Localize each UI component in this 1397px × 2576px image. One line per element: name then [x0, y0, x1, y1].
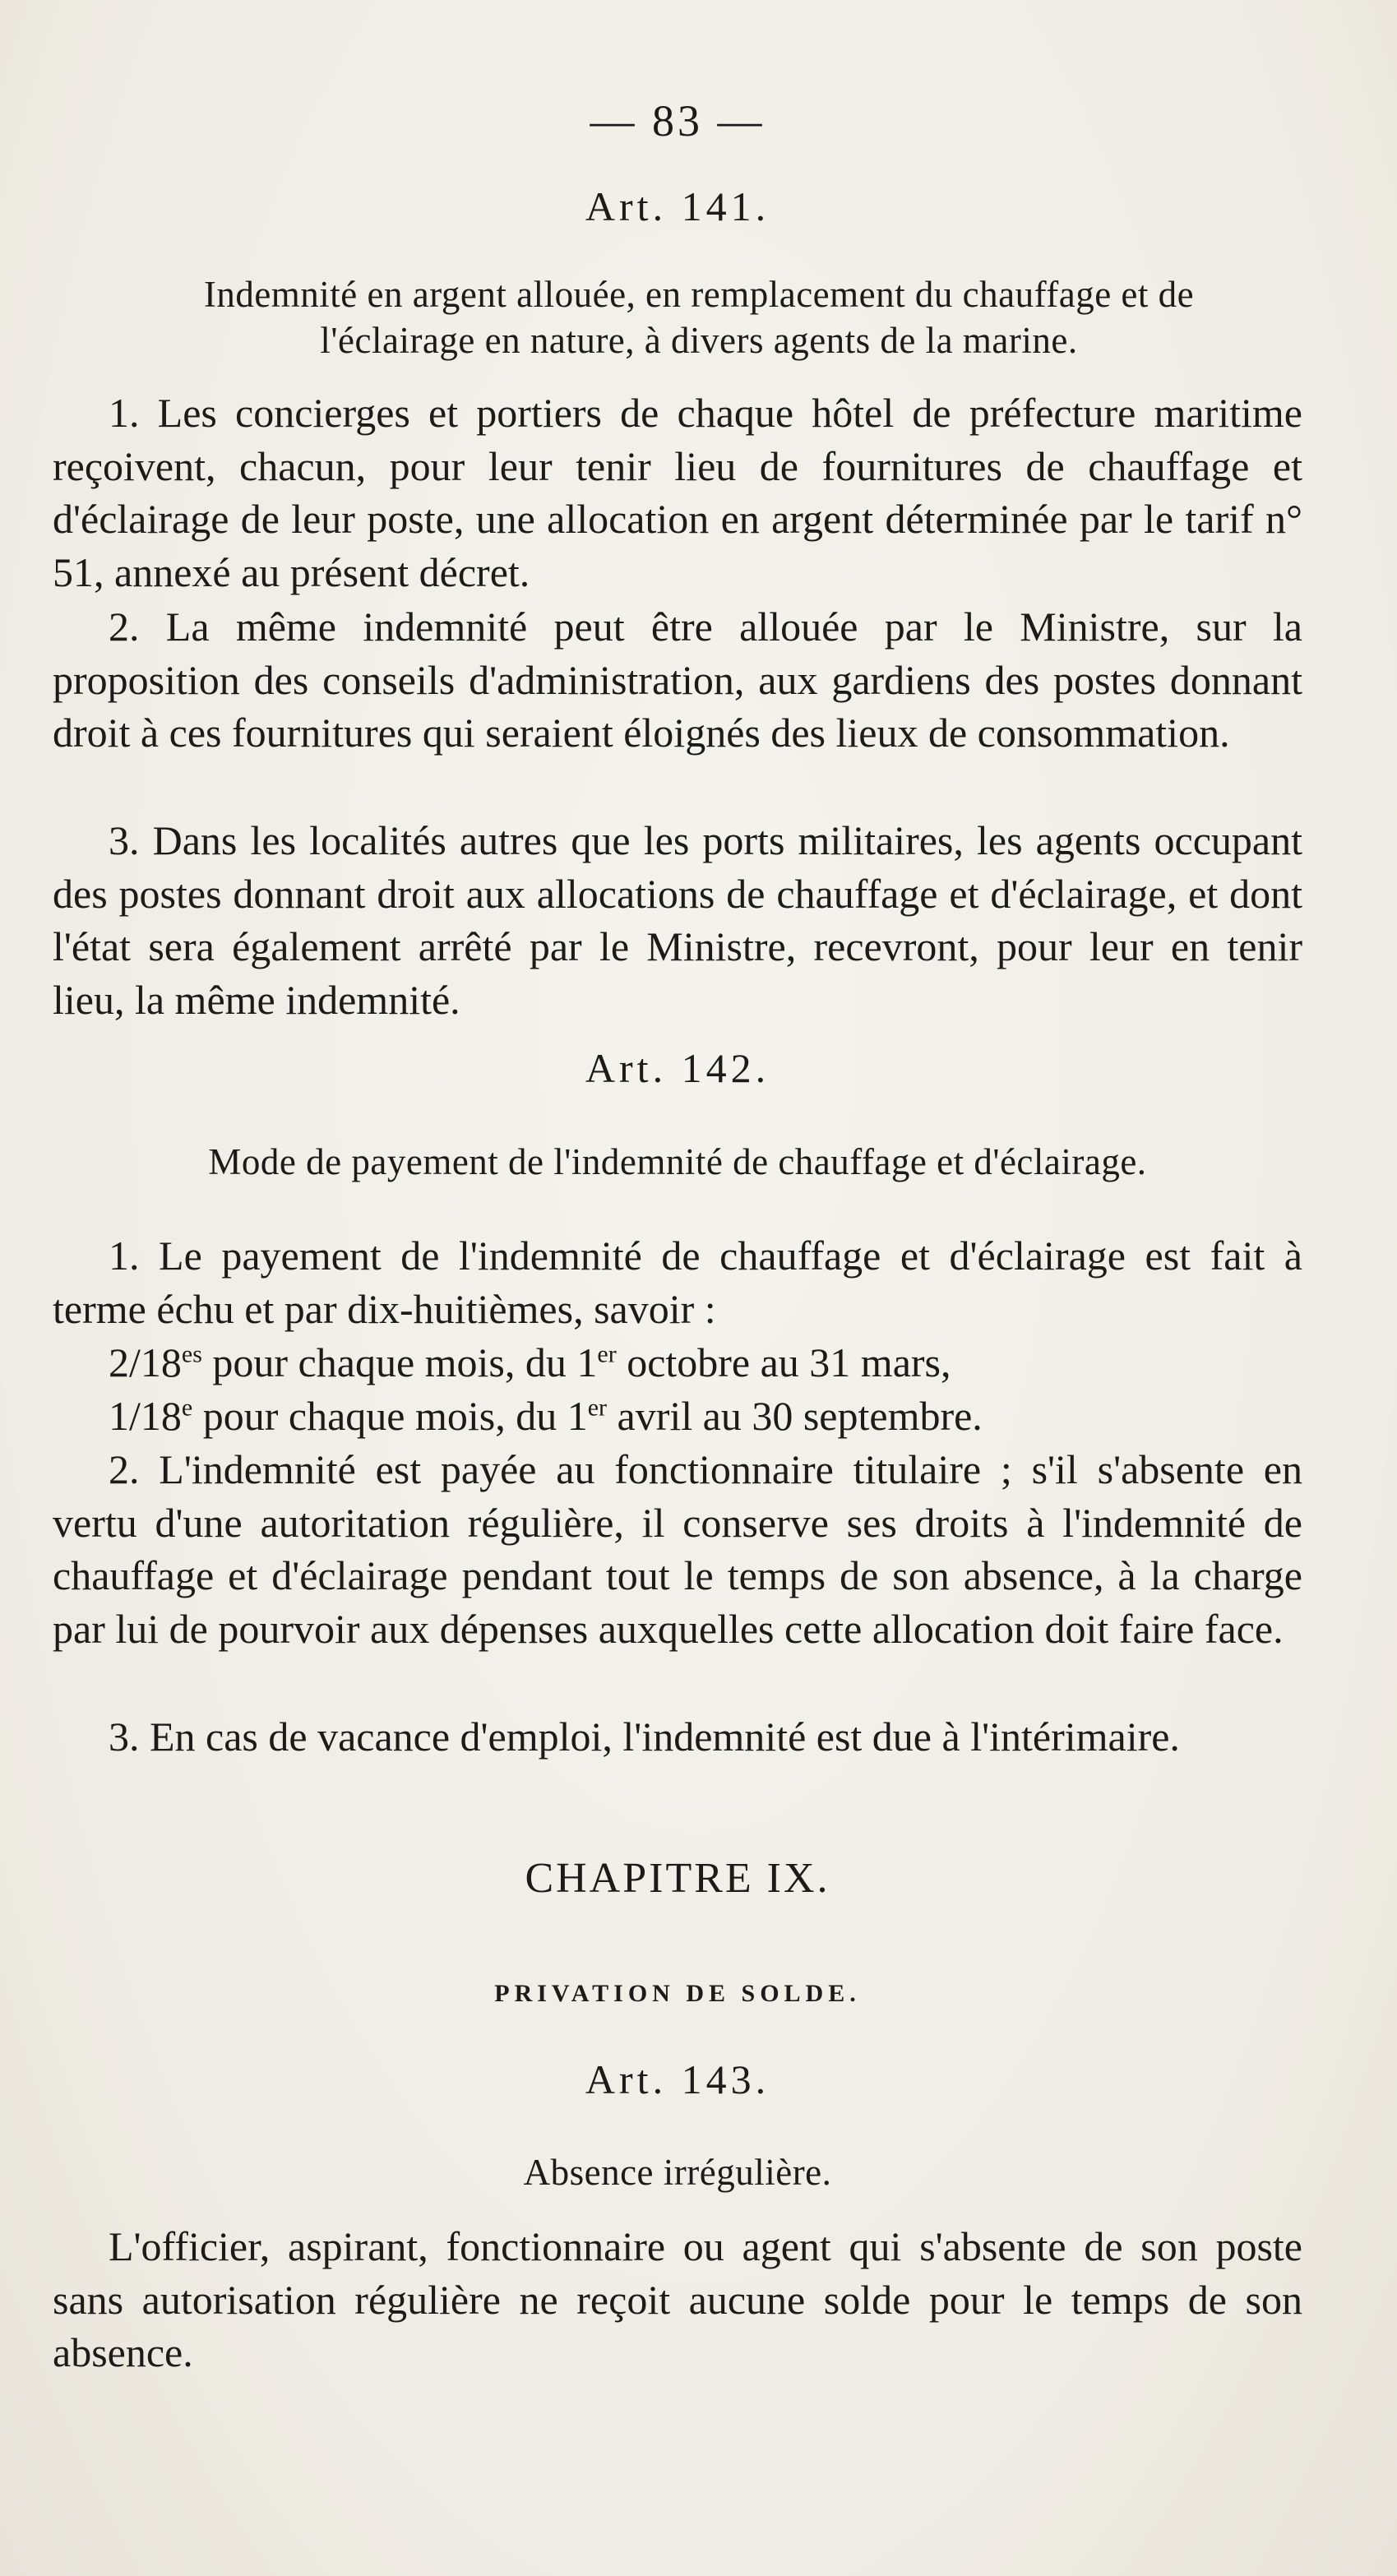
article-141-paragraph-1: 1. Les concierges et portiers de chaque hôtel de préfecture maritime reçoivent, chacun, pour leur tenir lieu de fournitures de chauffage et d'éclairage de leur poste, une allocation en argent déterminée par le tarif n° 51, annexé au présent décret.: [53, 390, 1302, 595]
article-141-paragraph-2: 2. La même indemnité peut être allouée par le Ministre, sur la proposition des conseils d'administration, aux gardiens des postes donnant droit à ces fournitures qui seraient éloignés des lieux de consommation.: [53, 604, 1302, 756]
schedule-text: pour chaque mois, du 1: [201, 1339, 598, 1385]
section-title: PRIVATION DE SOLDE.: [494, 1980, 861, 2007]
article-142-paragraph-3: 3. En cas de vacance d'emploi, l'indemnité est due à l'intérimaire.: [109, 1713, 1180, 1760]
superscript: er: [587, 1394, 608, 1422]
article-141-subtitle: Indemnité en argent allouée, en remplacement du chauffage et de l'éclairage en nature, à divers agents de la marine.: [203, 274, 1195, 361]
article-143-heading: Art. 143.: [585, 2056, 770, 2102]
article-141-heading: Art. 141.: [585, 183, 770, 229]
schedule-text: avril au 30 septembre.: [607, 1393, 983, 1439]
article-143-paragraph-1: L'officier, aspirant, fonctionnaire ou agent qui s'absente de son poste sans autorisation régulière ne reçoit aucune solde pour le temps de son absence.: [53, 2223, 1302, 2375]
article-142-schedule-line-1: [53, 1336, 1358, 1390]
fraction: 2/18: [109, 1339, 182, 1385]
schedule-text: pour chaque mois, du 1: [192, 1393, 588, 1439]
article-142-subtitle: Mode de payement de l'indemnité de chauffage et d'éclairage.: [208, 1141, 1147, 1182]
chapter-title: CHAPITRE IX.: [525, 1855, 830, 1902]
article-143-subtitle: Absence irrégulière.: [523, 2152, 832, 2193]
article-142-paragraph-2: 2. L'indemnité est payée au fonctionnaire titulaire ; s'il s'absente en vertu d'une autoritation régulière, il conserve ses droits à l'indemnité de chauffage et d'éclairage pendant tout le temps de son absence, à la charge par lui de pourvoir aux dépenses auxquelles cette allocation doit faire face.: [53, 1446, 1302, 1652]
superscript: es: [181, 1340, 202, 1368]
fraction: 1/18: [109, 1393, 182, 1439]
article-142-heading: Art. 142.: [585, 1045, 770, 1091]
page-number: — 83 —: [590, 96, 766, 146]
article-142-paragraph-1: 1. Le payement de l'indemnité de chauffage et d'éclairage est fait à terme échu et par dix-huitièmes, savoir :: [53, 1233, 1302, 1332]
schedule-text: octobre au 31 mars,: [616, 1339, 951, 1385]
superscript: e: [181, 1394, 193, 1422]
article-141-paragraph-3: 3. Dans les localités autres que les ports militaires, les agents occupant des postes donnant droit aux allocations de chauffage et d'éclairage, et dont l'état sera également arrêté par le Ministre, recevront, pour leur en tenir lieu, la même indemnité.: [53, 817, 1302, 1023]
superscript: er: [597, 1340, 617, 1368]
article-142-schedule-line-2: [53, 1390, 1358, 1443]
